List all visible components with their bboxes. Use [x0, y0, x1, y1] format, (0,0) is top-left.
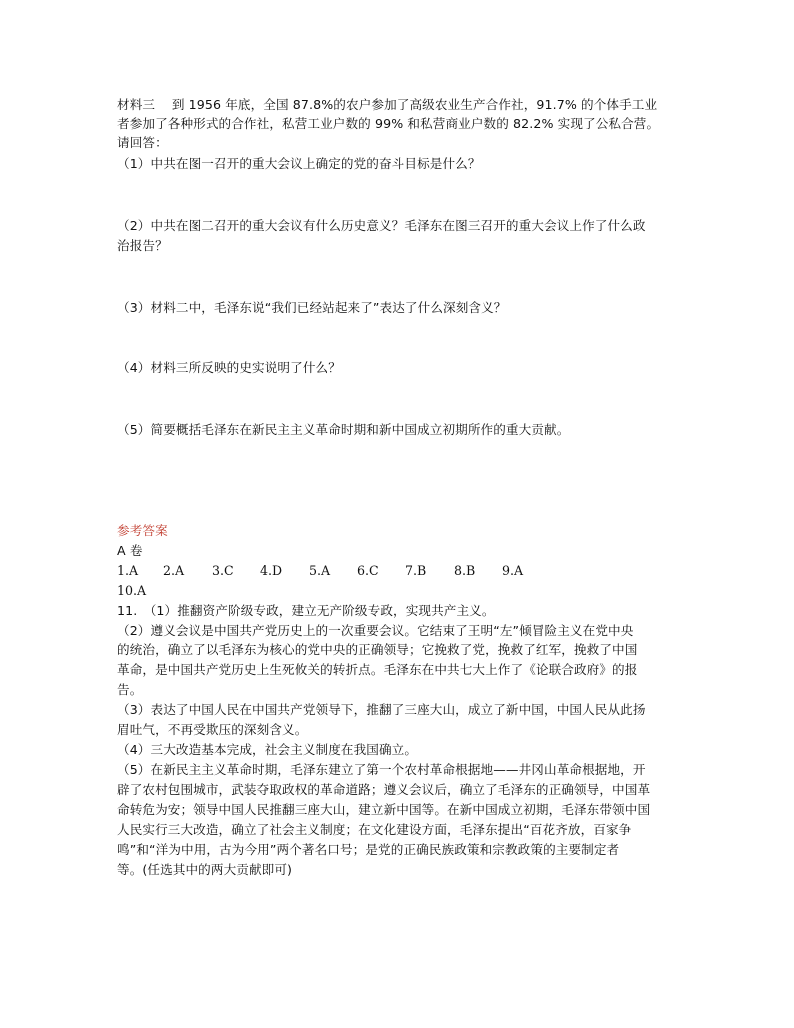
mcq-answer: 3.C: [212, 563, 234, 578]
question-4: （4）材料三所反映的史实说明了什么？: [117, 360, 341, 375]
mcq-answer: 7.B: [405, 563, 427, 578]
answer-11-2-line3: 革命，是中国共产党历史上生死攸关的转折点。毛泽东在中共七大上作了《论联合政府》的报: [117, 662, 638, 677]
answer-11-3-line2: 眉吐气，不再受欺压的深刻含义。: [117, 722, 308, 737]
mcq-answer: 6.C: [357, 563, 379, 578]
answer-11-5-line6: 等。(任选其中的两大贡献即可): [117, 862, 293, 877]
mcq-answer-row-2: [117, 581, 217, 600]
answers-section: A 卷: [117, 543, 143, 558]
answer-11-2-line2: 的统治，确立了以毛泽东为核心的党中央的正确领导；它挽救了党，挽救了红军，挽救了中国: [117, 642, 638, 657]
answer-11-5-line3: 命转危为安；领导中国人民推翻三座大山，建立新中国等。在新中国成立初期，毛泽东带领中国: [117, 802, 651, 817]
prompt-text: 请回答：: [117, 135, 168, 150]
material3-line2: 者参加了各种形式的合作社，私营工业户数的 99% 和私营商业户数的 82.2% 实现了公私合营。: [117, 116, 660, 131]
question-5: （5）简要概括毛泽东在新民主主义革命时期和新中国成立初期所作的重大贡献。: [117, 422, 570, 437]
answer-11-1: 11. （1）推翻资产阶级专政，建立无产阶级专政，实现共产主义。: [117, 603, 495, 618]
mcq-answer: 10.A: [117, 583, 147, 598]
answer-11-3-line1: （3）表达了中国人民在中国共产党领导下，推翻了三座大山，成立了新中国，中国人民从此扬: [117, 702, 646, 717]
answer-11-2-line4: 告。: [117, 682, 143, 697]
mcq-answer: 5.A: [309, 563, 331, 578]
mcq-answer: 8.B: [454, 563, 476, 578]
mcq-answer: 1.A: [117, 563, 139, 578]
answer-11-5-line4: 人民实行三大改造，确立了社会主义制度；在文化建设方面，毛泽东提出“百花齐放，百家争: [117, 822, 632, 837]
question-1: （1）中共在图一召开的重大会议上确定的党的奋斗目标是什么？: [117, 156, 481, 171]
question-2-line2: 治报告？: [117, 238, 168, 253]
answer-11-2-line1: （2）遵义会议是中国共产党历史上的一次重要会议。它结束了王明“左”倾冒险主义在党中央: [117, 623, 634, 638]
mcq-answer: 9.A: [502, 563, 524, 578]
answers-title: 参考答案: [117, 523, 168, 538]
material3-line1: 材料三 到 1956 年底，全国 87.8%的农户参加了高级农业生产合作社，91.7% 的个体手工业: [117, 97, 658, 112]
question-2-line1: （2）中共在图二召开的重大会议有什么历史意义？毛泽东在图三召开的重大会议上作了什么政: [117, 218, 646, 233]
answer-11-5-line5: 鸣”和“洋为中用，古为今用”两个著名口号；是党的正确民族政策和宗教政策的主要制定者: [117, 842, 620, 857]
mcq-answer-row: [117, 561, 677, 580]
answer-11-5-line2: 辟了农村包围城市，武装夺取政权的革命道路；遵义会议后，确立了毛泽东的正确领导，中国革: [117, 782, 651, 797]
question-3: （3）材料二中，毛泽东说“我们已经站起来了”表达了什么深刻含义？: [117, 300, 507, 315]
mcq-answer: 4.D: [260, 563, 283, 578]
answer-11-4: （4）三大改造基本完成，社会主义制度在我国确立。: [117, 742, 418, 757]
mcq-answer: 2.A: [163, 563, 185, 578]
answer-11-5-line1: （5）在新民主主义革命时期，毛泽东建立了第一个农村革命根据地——井冈山革命根据地，开: [117, 762, 646, 777]
